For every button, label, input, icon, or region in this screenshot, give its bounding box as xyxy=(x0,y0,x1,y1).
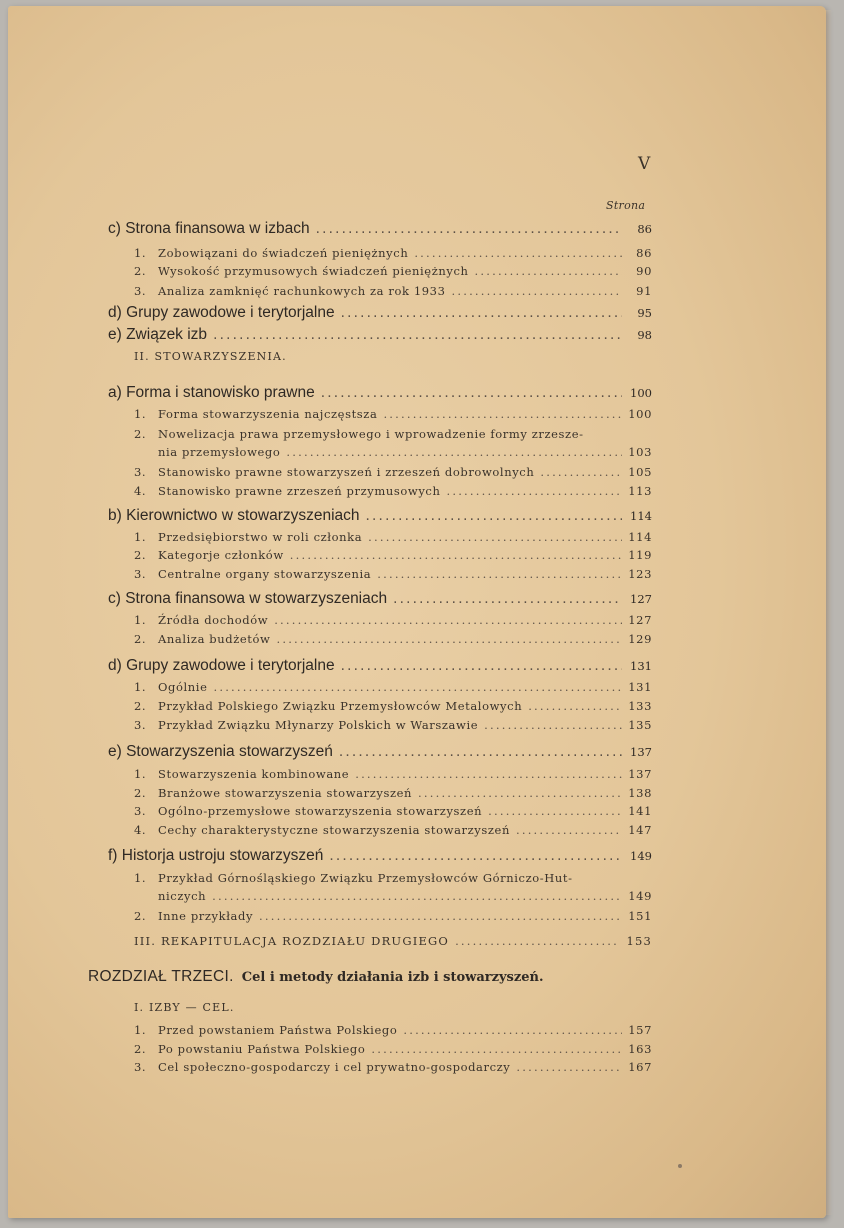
entry-page: 91 xyxy=(636,284,652,298)
leader-dots xyxy=(540,465,622,479)
entry-page: 133 xyxy=(628,699,652,713)
entry-label xyxy=(134,804,482,818)
entry-page: 141 xyxy=(628,804,652,818)
toc-main-entry xyxy=(108,304,652,322)
leader-dots xyxy=(452,284,623,298)
entry-page: 114 xyxy=(628,530,652,544)
entry-label xyxy=(134,632,270,646)
section-heading: II. STOWARZYSZENIA. xyxy=(134,350,287,363)
entry-number: 2. xyxy=(134,1042,147,1056)
entry-page: 127 xyxy=(630,592,652,606)
entry-page: 123 xyxy=(628,567,652,581)
toc-sub-entry xyxy=(134,407,652,421)
entry-page: 167 xyxy=(628,1060,652,1074)
entry-page: 86 xyxy=(636,246,652,260)
leader-dots xyxy=(484,718,622,732)
entry-number: 2. xyxy=(134,632,147,646)
leader-dots xyxy=(475,264,622,278)
toc-sub-entry xyxy=(134,567,652,581)
entry-label xyxy=(108,326,207,344)
entry-number: 3. xyxy=(134,718,147,732)
leader-dots xyxy=(446,484,622,498)
entry-label xyxy=(134,718,478,732)
entry-label xyxy=(108,304,335,322)
entry-label xyxy=(134,567,371,581)
entry-title: b) Kierownictwo w stowarzyszeniach xyxy=(108,507,360,524)
toc-sub-entry xyxy=(134,680,652,694)
entry-label xyxy=(134,767,349,781)
leader-dots xyxy=(276,632,622,646)
entry-number: 1. xyxy=(134,1023,147,1037)
entry-title: e) Związek izb xyxy=(108,326,208,343)
entry-title: Analiza budżetów xyxy=(158,632,271,646)
entry-page: 138 xyxy=(628,786,652,800)
entry-title: d) Grupy zawodowe i terytorjalne xyxy=(108,304,335,321)
leader-dots xyxy=(212,889,622,903)
leader-dots xyxy=(290,548,622,562)
entry-title: Przykład Polskiego Związku Przemysłowców Metalowych xyxy=(158,699,523,713)
entry-page: 114 xyxy=(630,509,652,523)
entry-number: 2. xyxy=(134,699,147,713)
entry-page: 131 xyxy=(628,680,652,694)
entry-title: Kategorje członków xyxy=(158,548,284,562)
entry-page: 131 xyxy=(630,659,652,673)
entry-label xyxy=(134,284,446,298)
toc-main-entry xyxy=(108,507,652,525)
leader-dots xyxy=(259,909,622,923)
leader-dots xyxy=(286,445,622,459)
leader-dots xyxy=(355,767,622,781)
toc-main-entry xyxy=(108,657,652,675)
entry-label xyxy=(134,786,412,800)
entry-label xyxy=(134,465,534,479)
toc-sub-entry xyxy=(134,804,652,818)
toc-sub-entry xyxy=(134,264,652,278)
toc-sub-entry xyxy=(134,786,652,800)
leader-dots xyxy=(383,407,622,421)
entry-continuation: niczych xyxy=(158,889,207,903)
leader-dots xyxy=(516,1060,622,1074)
chapter-heading xyxy=(88,966,544,986)
entry-label xyxy=(108,657,335,675)
entry-page: 90 xyxy=(636,264,652,278)
entry-page: 95 xyxy=(637,306,652,320)
entry-title: Przykład Związku Młynarzy Polskich w Warszawie xyxy=(158,718,479,732)
entry-number: 2. xyxy=(134,786,147,800)
entry-label xyxy=(134,427,584,441)
toc-sub-entry xyxy=(134,484,652,498)
entry-page: 151 xyxy=(628,909,652,923)
entry-title: Inne przykłady xyxy=(158,909,254,923)
entry-page: 100 xyxy=(630,386,652,400)
entry-label xyxy=(134,613,268,627)
entry-page: 153 xyxy=(626,934,652,948)
entry-label xyxy=(134,871,573,885)
entry-title: Przedsiębiorstwo w roli członka xyxy=(158,530,363,544)
entry-page: 100 xyxy=(628,407,652,421)
entry-title: Cechy charakterystyczne stowarzyszenia stowarzyszeń xyxy=(158,823,510,837)
leader-dots xyxy=(341,304,622,322)
entry-title: Ogólnie xyxy=(158,680,208,694)
entry-title: Nowelizacja prawa przemysłowego i wprowadzenie formy zrzesze- xyxy=(158,427,584,441)
toc-sub-entry xyxy=(134,1023,652,1037)
entry-label xyxy=(134,530,362,544)
entry-title: d) Grupy zawodowe i terytorjalne xyxy=(108,657,335,674)
section-heading: I. IZBY — CEL. xyxy=(134,1001,235,1014)
entry-page: 98 xyxy=(637,328,652,342)
entry-title: Forma stowarzyszenia najczęstsza xyxy=(158,407,378,421)
leader-dots xyxy=(321,384,622,402)
leader-dots xyxy=(274,613,622,627)
entry-page: 129 xyxy=(628,632,652,646)
entry-page: 119 xyxy=(628,548,652,562)
entry-continuation: nia przemysłowego xyxy=(158,445,281,459)
page-column-label: Strona xyxy=(606,199,646,212)
entry-page: 147 xyxy=(628,823,652,837)
entry-page: 137 xyxy=(628,767,652,781)
toc-sub-entry xyxy=(134,632,652,646)
leader-dots xyxy=(316,220,622,238)
entry-label xyxy=(108,590,387,608)
entry-page: 103 xyxy=(628,445,652,459)
entry-title: Cel społeczno-gospodarczy i cel prywatno-gospodarczy xyxy=(158,1060,511,1074)
entry-number: 2. xyxy=(134,548,147,562)
entry-page: 86 xyxy=(637,222,652,236)
entry-label xyxy=(134,548,284,562)
toc-sub-entry xyxy=(134,1042,652,1056)
toc-main-entry xyxy=(108,384,652,402)
entry-title: Wysokość przymusowych świadczeń pieniężnych xyxy=(158,264,469,278)
toc-sub-entry-continued xyxy=(158,889,652,903)
entry-label xyxy=(134,823,510,837)
toc-sub-entry xyxy=(134,718,652,732)
entry-title: III. REKAPITULACJA ROZDZIAŁU DRUGIEGO xyxy=(134,934,450,948)
paper-spot xyxy=(678,1164,682,1168)
entry-number: 1. xyxy=(134,767,147,781)
entry-number: 3. xyxy=(134,804,147,818)
entry-title: e) Stowarzyszenia stowarzyszeń xyxy=(108,743,333,760)
entry-number: 1. xyxy=(134,246,147,260)
entry-label xyxy=(134,1060,510,1074)
entry-number: 3. xyxy=(134,284,147,298)
entry-title: Przed powstaniem Państwa Polskiego xyxy=(158,1023,398,1037)
entry-title: Zobowiązani do świadczeń pieniężnych xyxy=(158,246,409,260)
entry-label xyxy=(134,1042,365,1056)
entry-title: Branżowe stowarzyszenia stowarzyszeń xyxy=(158,786,413,800)
leader-dots xyxy=(341,657,622,675)
page-number: V xyxy=(638,154,651,174)
entry-number: 3. xyxy=(134,567,147,581)
toc-main-entry xyxy=(108,743,652,761)
toc-main-entry xyxy=(108,326,652,344)
entry-number: 3. xyxy=(134,1060,147,1074)
entry-page: 135 xyxy=(628,718,652,732)
leader-dots xyxy=(418,786,622,800)
leader-dots xyxy=(377,567,622,581)
toc-sub-entry xyxy=(134,548,652,562)
entry-label xyxy=(108,384,315,402)
entry-title: Źródła dochodów xyxy=(158,613,269,627)
entry-number: 4. xyxy=(134,484,147,498)
entry-label xyxy=(108,847,323,865)
leader-dots xyxy=(213,326,622,344)
entry-number: 4. xyxy=(134,823,147,837)
toc-main-entry xyxy=(108,590,652,608)
toc-sub-entry xyxy=(134,823,652,837)
entry-title: c) Strona finansowa w stowarzyszeniach xyxy=(108,590,388,607)
entry-page: 149 xyxy=(630,849,652,863)
toc-sub-entry-continued xyxy=(158,445,652,459)
toc-main-entry xyxy=(108,220,652,238)
entry-number: 1. xyxy=(134,613,147,627)
entry-label xyxy=(108,743,333,761)
entry-title: Stowarzyszenia kombinowane xyxy=(158,767,350,781)
entry-label xyxy=(134,699,522,713)
entry-label xyxy=(108,507,360,525)
leader-dots xyxy=(213,680,622,694)
entry-number: 3. xyxy=(134,465,147,479)
entry-label xyxy=(108,220,310,238)
entry-label xyxy=(134,484,440,498)
entry-title: Stanowisko prawne stowarzyszeń i zrzeszeń dobrowolnych xyxy=(158,465,535,479)
entry-number: 1. xyxy=(134,530,147,544)
leader-dots xyxy=(455,934,620,948)
leader-dots xyxy=(339,743,622,761)
toc-main-entry xyxy=(108,847,652,865)
entry-label xyxy=(134,264,469,278)
toc-sub-entry xyxy=(134,1060,652,1074)
entry-page: 113 xyxy=(628,484,652,498)
entry-page: 137 xyxy=(630,745,652,759)
entry-number: 1. xyxy=(134,871,147,885)
toc-sub-entry xyxy=(134,909,652,923)
leader-dots xyxy=(393,590,622,608)
chapter-label: ROZDZIAŁ TRZECI. xyxy=(88,968,234,985)
leader-dots xyxy=(528,699,622,713)
entry-title: f) Historja ustroju stowarzyszeń xyxy=(108,847,324,864)
entry-title: Stanowisko prawne zrzeszeń przymusowych xyxy=(158,484,441,498)
entry-label xyxy=(134,909,253,923)
entry-label xyxy=(134,934,449,948)
entry-title: Centralne organy stowarzyszenia xyxy=(158,567,372,581)
entry-number: 2. xyxy=(134,264,147,278)
toc-sub-entry xyxy=(134,427,584,441)
leader-dots xyxy=(403,1023,622,1037)
entry-page: 127 xyxy=(628,613,652,627)
leader-dots xyxy=(414,246,622,260)
entry-title: a) Forma i stanowisko prawne xyxy=(108,384,315,401)
chapter-title: Cel i metody działania izb i stowarzyszeń. xyxy=(241,970,544,985)
entry-page: 157 xyxy=(628,1023,652,1037)
leader-dots xyxy=(488,804,622,818)
toc-sub-entry xyxy=(134,284,652,298)
entry-label xyxy=(134,1023,397,1037)
leader-dots xyxy=(368,530,622,544)
leader-dots xyxy=(371,1042,622,1056)
entry-page: 105 xyxy=(628,465,652,479)
leader-dots xyxy=(516,823,622,837)
entry-page: 149 xyxy=(628,889,652,903)
leader-dots xyxy=(329,847,622,865)
entry-label xyxy=(134,680,207,694)
entry-title: Po powstaniu Państwa Polskiego xyxy=(158,1042,366,1056)
entry-number: 2. xyxy=(134,427,147,441)
toc-sub-entry xyxy=(134,934,652,948)
entry-label xyxy=(134,246,408,260)
entry-title: Analiza zamknięć rachunkowych za rok 1933 xyxy=(158,284,446,298)
toc-sub-entry xyxy=(134,699,652,713)
toc-sub-entry xyxy=(134,530,652,544)
entry-number: 1. xyxy=(134,407,147,421)
entry-number: 1. xyxy=(134,680,147,694)
toc-sub-entry xyxy=(134,246,652,260)
entry-title: Ogólno-przemysłowe stowarzyszenia stowarzyszeń xyxy=(158,804,483,818)
toc-sub-entry xyxy=(134,767,652,781)
toc-sub-entry xyxy=(134,613,652,627)
entry-title: Przykład Górnośląskiego Związku Przemysłowców Górniczo-Hut- xyxy=(158,871,573,885)
toc-sub-entry xyxy=(134,871,573,885)
leader-dots xyxy=(366,507,622,525)
entry-number: 2. xyxy=(134,909,147,923)
toc-sub-entry xyxy=(134,465,652,479)
entry-label xyxy=(134,407,377,421)
entry-page: 163 xyxy=(628,1042,652,1056)
entry-title: c) Strona finansowa w izbach xyxy=(108,220,310,237)
